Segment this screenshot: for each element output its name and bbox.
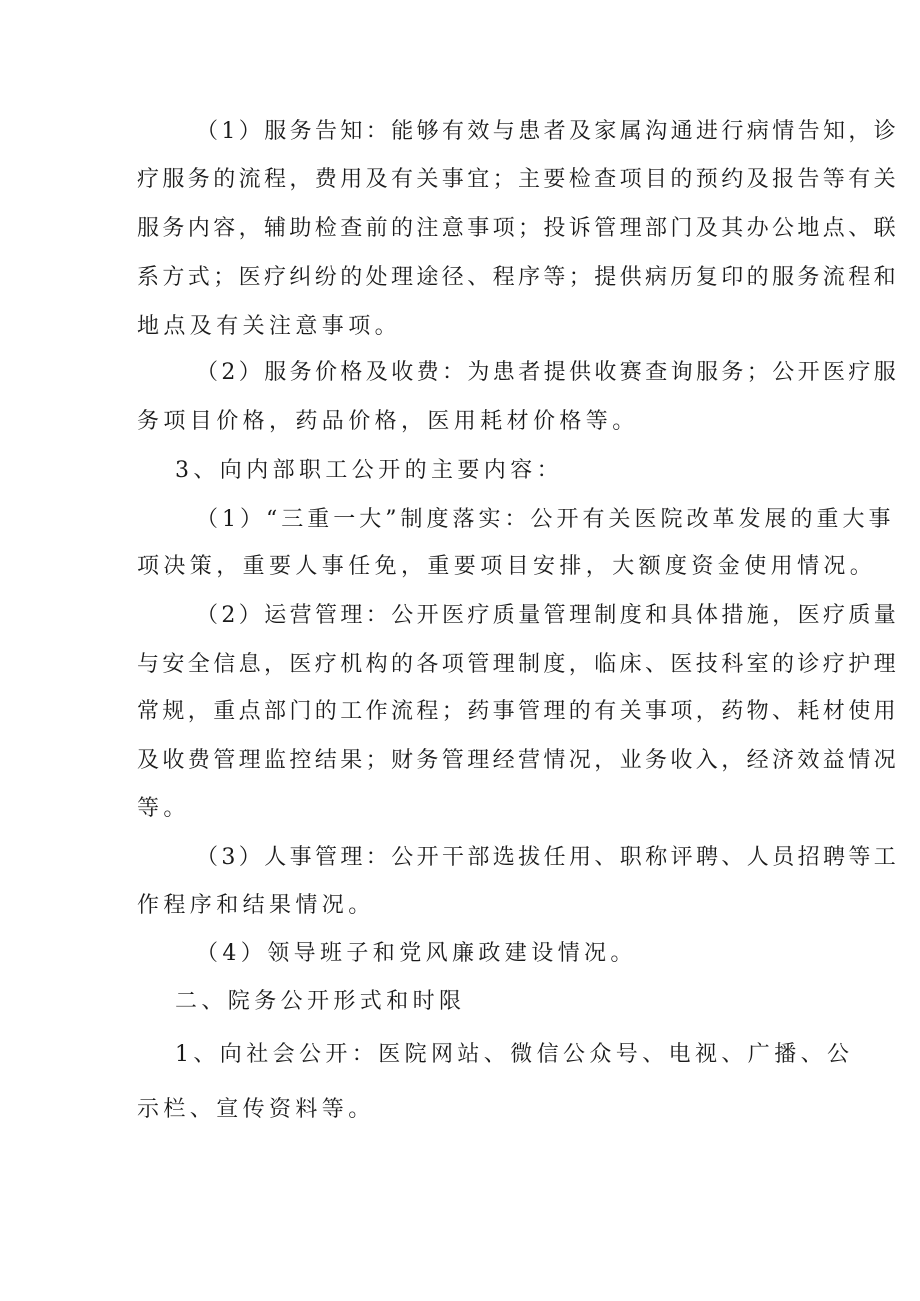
section-heading: 二、院务公开形式和时限 bbox=[175, 989, 466, 1014]
paragraph-line: 1、向社会公开：医院网站、微信公众号、电视、广播、公 bbox=[175, 1042, 854, 1067]
paragraph-line: （1）服务告知：能够有效与患者及家属沟通进行病情告知，诊 bbox=[196, 119, 900, 144]
paragraph-line: 务项目价格，药品价格，医用耗材价格等。 bbox=[137, 409, 639, 434]
paragraph-line: 示栏、宣传资料等。 bbox=[137, 1097, 375, 1122]
paragraph-line: （4）领导班子和党风廉政建设情况。 bbox=[196, 941, 637, 966]
paragraph-line: 地点及有关注意事项。 bbox=[137, 314, 402, 339]
paragraph-line: 与安全信息，医疗机构的各项管理制度，临床、医技科室的诊疗护理 bbox=[137, 652, 900, 677]
paragraph-line: （2）服务价格及收费：为患者提供收赛查询服务；公开医疗服 bbox=[196, 360, 900, 385]
paragraph-line: （1）“三重一大”制度落实：公开有关医院改革发展的重大事 bbox=[196, 507, 895, 532]
paragraph-line: 项决策，重要人事任免，重要项目安排，大额度资金使用情况。 bbox=[137, 554, 877, 579]
paragraph-line: （2）运营管理：公开医疗质量管理制度和具体措施，医疗质量 bbox=[196, 603, 900, 628]
paragraph-line: 服务内容，辅助检查前的注意事项；投诉管理部门及其办公地点、联 bbox=[137, 216, 900, 241]
paragraph-line: 等。 bbox=[137, 796, 190, 821]
paragraph-line: （3）人事管理：公开干部选拔任用、职称评聘、人员招聘等工 bbox=[196, 845, 900, 870]
paragraph-line: 常规，重点部门的工作流程；药事管理的有关事项，药物、耗材使用 bbox=[137, 699, 900, 724]
paragraph-line: 疗服务的流程，费用及有关事宜；主要检查项目的预约及报告等有关 bbox=[137, 167, 900, 192]
paragraph-line: 作程序和结果情况。 bbox=[137, 893, 375, 918]
paragraph-line: 系方式；医疗纠纷的处理途径、程序等；提供病历复印的服务流程和 bbox=[137, 265, 900, 290]
section-heading: 3、向内部职工公开的主要内容： bbox=[175, 458, 563, 483]
paragraph-line: 及收费管理监控结果；财务管理经营情况，业务收入，经济效益情况 bbox=[137, 748, 900, 773]
